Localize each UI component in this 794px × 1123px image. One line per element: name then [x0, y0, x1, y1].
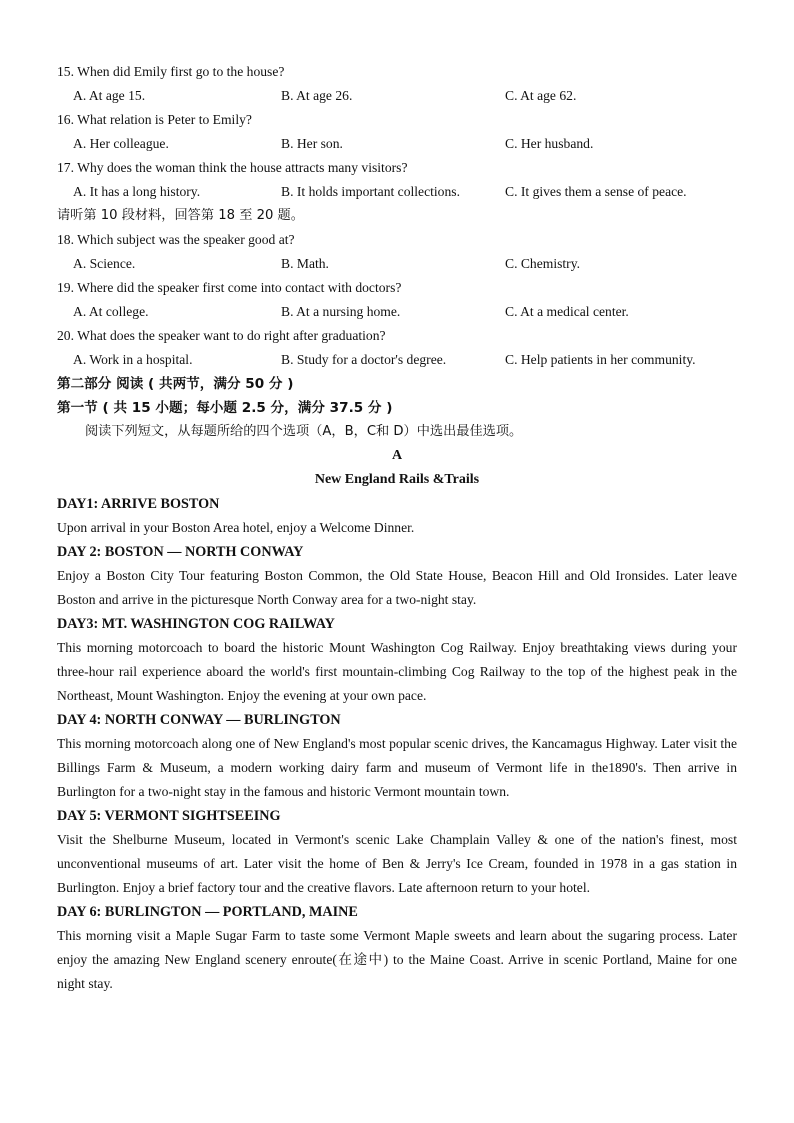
day-5-title: DAY 5: VERMONT SIGHTSEEING — [57, 808, 281, 824]
option-c: C. Her husband. — [505, 136, 594, 151]
option-a: A. Her colleague. — [73, 136, 169, 151]
listening-instruction: 请听第 10 段材料，回答第 18 至 20 题。 — [57, 208, 304, 223]
section1-heading: 第一节 ( 共 15 小题；每小题 2.5 分，满分 37.5 分 ) — [57, 400, 393, 416]
question-17-stem: 17. Why does the woman think the house attracts many visitors? — [57, 160, 408, 175]
day-1-title: DAY1: ARRIVE BOSTON — [57, 496, 220, 512]
question-18-stem: 18. Which subject was the speaker good at? — [57, 232, 295, 247]
day-2-title: DAY 2: BOSTON — NORTH CONWAY — [57, 544, 304, 560]
day-3-body: This morning motorcoach to board the historic Mount Washington Cog Railway. Enjoy breathtaking views during your three-hour rail experience aboard the world's first mountain-climbing Cog Railway to the top of the highest peak in the Northeast, Mount Washington. Enjoy the evening at your own pace. — [57, 640, 737, 703]
question-20-options — [57, 348, 737, 372]
day-6-body: This morning visit a Maple Sugar Farm to taste some Vermont Maple sweets and learn about the sugaring process. Later enjoy the amazing New England scenery enroute(在途中) to the Maine Coast. Arrive in scenic Portland, Maine for one night stay. — [57, 928, 737, 991]
question-16-stem: 16. What relation is Peter to Emily? — [57, 112, 252, 127]
option-a: A. Science. — [73, 256, 136, 271]
option-a: A. At age 15. — [73, 88, 146, 103]
day-6-title: DAY 6: BURLINGTON — PORTLAND, MAINE — [57, 904, 358, 920]
question-17-options — [57, 180, 737, 204]
option-a: A. At college. — [73, 304, 149, 319]
option-b: B. It holds important collections. — [281, 184, 460, 199]
question-15-stem: 15. When did Emily first go to the house? — [57, 64, 285, 79]
day-2-body: Enjoy a Boston City Tour featuring Boston Common, the Old State House, Beacon Hill and Old Ironsides. Later leave Boston and arrive in the picturesque North Conway area for a two-night stay. — [57, 568, 737, 607]
option-a: A. Work in a hospital. — [73, 352, 193, 367]
option-b: B. At a nursing home. — [281, 304, 401, 319]
day-3-title: DAY3: MT. WASHINGTON COG RAILWAY — [57, 616, 335, 632]
question-19-options — [57, 300, 737, 324]
day-5-body: Visit the Shelburne Museum, located in Vermont's scenic Lake Champlain Valley & one of the nation's finest, most unconventional museums of art. Later visit the home of Ben & Jerry's Ice Cream, founded in 1978 in a gas station in Burlington. Enjoy a brief factory tour and the creative flavors. Late afternoon return to your hotel. — [57, 832, 737, 895]
day-4-title: DAY 4: NORTH CONWAY — BURLINGTON — [57, 712, 341, 728]
exam-page — [57, 60, 737, 996]
option-c: C. Chemistry. — [505, 256, 581, 271]
question-18-options — [57, 252, 737, 276]
reading-instruction: 阅读下列短文，从每题所给的四个选项（A，B，C和 D）中选出最佳选项。 — [85, 424, 523, 439]
option-c: C. At age 62. — [505, 88, 577, 103]
itinerary — [57, 492, 737, 996]
question-19-stem: 19. Where did the speaker first come into contact with doctors? — [57, 280, 402, 295]
part2-heading: 第二部分 阅读 ( 共两节，满分 50 分 ) — [57, 376, 294, 392]
option-c: C. Help patients in her community. — [505, 352, 696, 367]
question-block-15-17 — [57, 60, 737, 204]
option-b: B. At age 26. — [281, 88, 353, 103]
option-b: B. Her son. — [281, 136, 343, 151]
passage-title: New England Rails &Trails — [314, 472, 480, 487]
question-block-18-20 — [57, 228, 737, 372]
option-a: A. It has a long history. — [73, 184, 201, 199]
day-4-body: This morning motorcoach along one of New England's most popular scenic drives, the Kancamagus Highway. Later visit the Billings Farm & Museum, a modern working dairy farm and museum of Vermont life in the1890's. Then arrive in Burlington for a two-night stay in the famous and historic Vermont mountain town. — [57, 736, 737, 799]
question-20-stem: 20. What does the speaker want to do right after graduation? — [57, 328, 386, 343]
option-b: B. Math. — [281, 256, 329, 271]
question-15-options — [57, 84, 737, 108]
option-c: C. At a medical center. — [505, 304, 629, 319]
day-1-body: Upon arrival in your Boston Area hotel, enjoy a Welcome Dinner. — [57, 520, 415, 535]
passage-letter: A — [391, 448, 403, 463]
question-16-options — [57, 132, 737, 156]
option-c: C. It gives them a sense of peace. — [505, 184, 687, 199]
option-b: B. Study for a doctor's degree. — [281, 352, 447, 367]
